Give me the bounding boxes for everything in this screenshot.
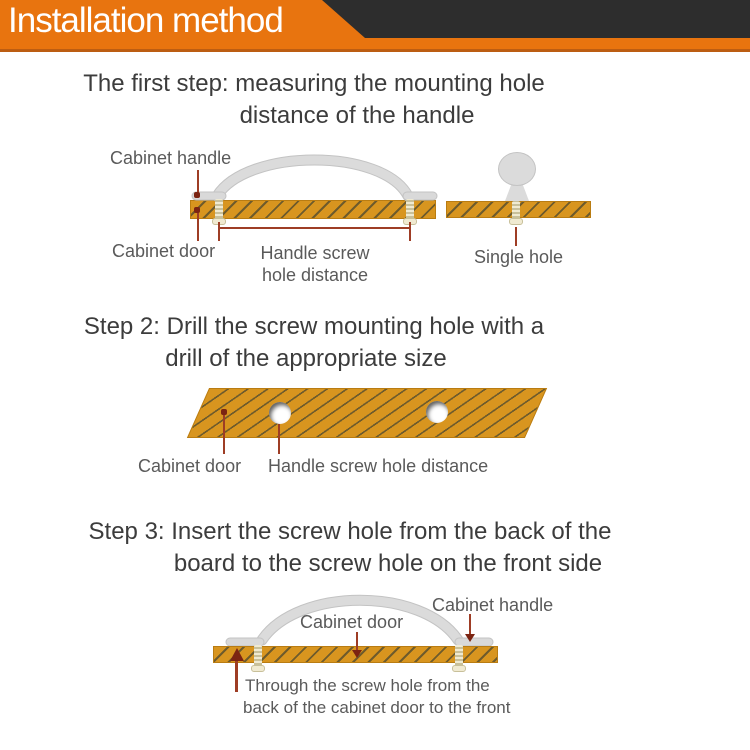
screw-right — [406, 199, 414, 220]
dimension-line — [218, 227, 411, 229]
cabinet-handle-label-step3: Cabinet handle — [432, 595, 554, 615]
header-corner-shape — [322, 0, 750, 38]
step2-title-line1: Step 2: Drill the screw mounting hole with a — [83, 313, 545, 340]
cabinet-door-pointer-line — [197, 213, 199, 241]
single-hole-label: Single hole — [474, 247, 564, 267]
drilled-hole-right — [426, 401, 448, 423]
cabinet-handle-pointer-line — [197, 170, 199, 194]
cabinet-handle-arrow-line-step3 — [469, 614, 471, 634]
screw-right-step3 — [455, 645, 463, 667]
screw-left — [215, 199, 223, 220]
screw-left-step3 — [254, 645, 262, 667]
step3-title-line1: Step 3: Insert the screw hole from the back of the — [88, 518, 612, 545]
step1-title-line2: distance of the handle — [239, 102, 475, 129]
through-label-line2: back of the cabinet door to the front — [243, 698, 511, 717]
cabinet-handle-pointer-dot — [194, 192, 200, 198]
cabinet-handle-arrow-down-icon — [465, 634, 475, 642]
knob-screw-head — [509, 218, 523, 225]
screw-distance-label-step2: Handle screw hole distance — [268, 456, 489, 476]
hole-pointer-line — [278, 424, 280, 454]
screw-right-head-step3 — [452, 665, 466, 672]
cabinet-door-arrow-down-icon — [352, 650, 362, 658]
step2-title-line2: drill of the appropriate size — [165, 345, 447, 372]
page-title: Installation method — [8, 1, 283, 40]
cabinet-door-label-step3: Cabinet door — [300, 612, 404, 632]
screw-left-head-step3 — [251, 665, 265, 672]
single-hole-pointer-line — [515, 227, 517, 246]
knob-ball — [498, 152, 536, 186]
cabinet-door-label: Cabinet door — [112, 241, 216, 261]
screw-distance-label — [252, 242, 378, 286]
dimension-tick-left — [218, 222, 220, 241]
dimension-tick-right — [409, 222, 411, 241]
cabinet-handle-label: Cabinet handle — [110, 148, 232, 168]
step3-title-line2: board to the screw hole on the front side — [173, 550, 603, 577]
screw-distance-label-line2: hole distance — [261, 265, 369, 285]
through-arrow-up-icon — [230, 648, 244, 661]
panel-pointer-line — [223, 415, 225, 454]
cabinet-door-board-left — [190, 200, 436, 219]
cabinet-door-arrow-line-step3 — [356, 632, 358, 650]
drilled-hole-left — [269, 402, 291, 424]
through-arrow-shaft — [235, 661, 238, 692]
cabinet-door-label-step2: Cabinet door — [138, 456, 242, 476]
step1-title-line1: The first step: measuring the mounting hole — [83, 70, 545, 97]
header-banner — [0, 0, 750, 52]
cabinet-door-panel — [187, 388, 547, 438]
through-label-line1: Through the screw hole from the — [245, 676, 490, 695]
screw-distance-label-line1: Handle screw — [260, 243, 370, 263]
